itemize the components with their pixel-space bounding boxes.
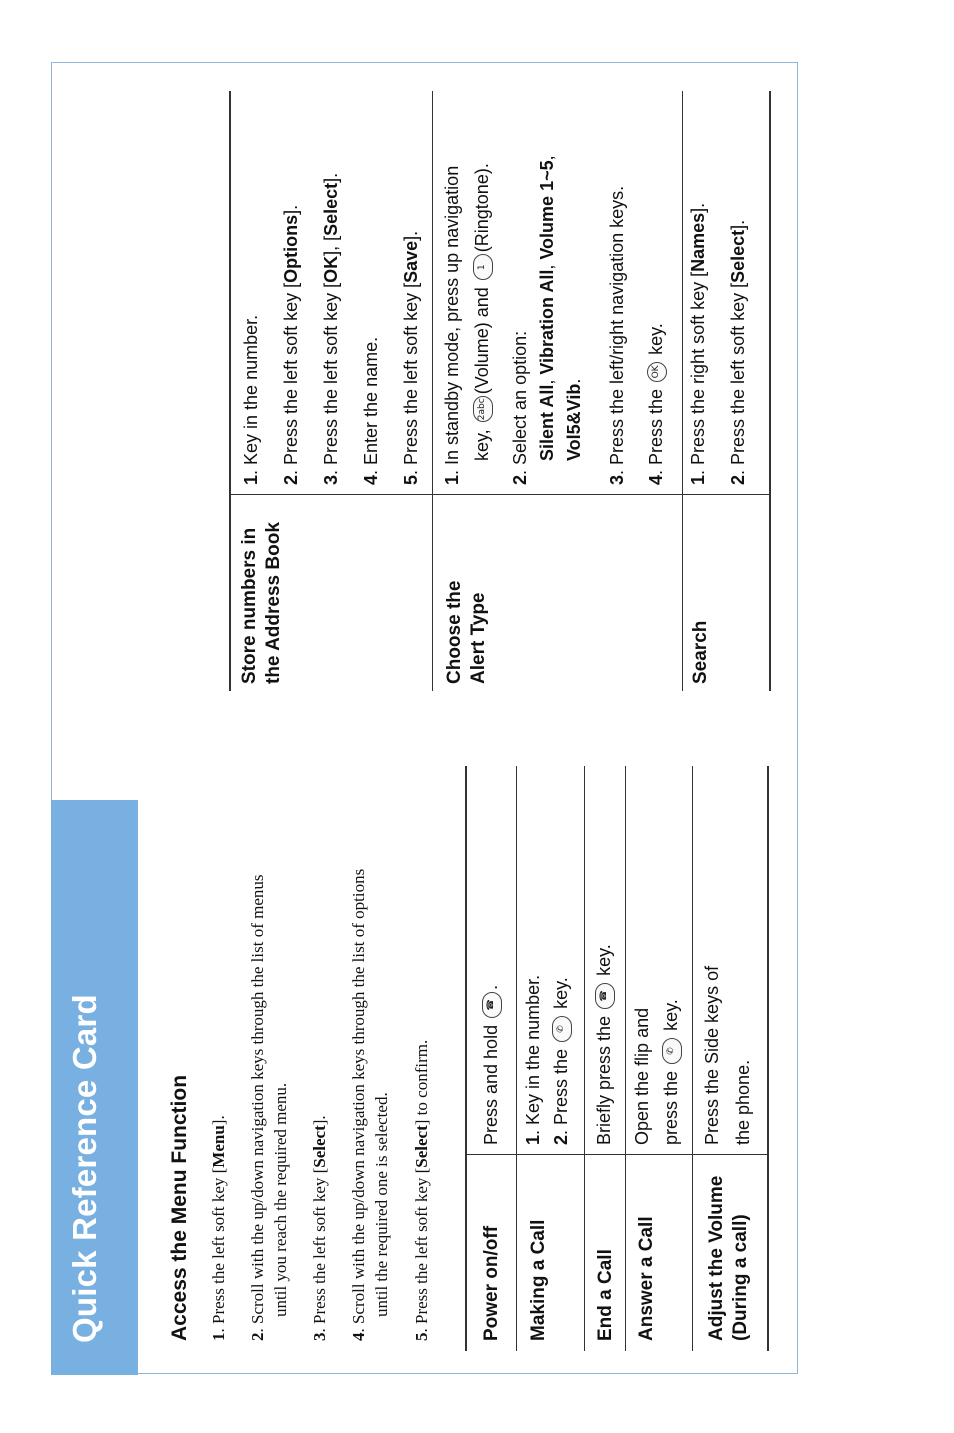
table1-column-rule <box>465 1154 769 1155</box>
alert-step-1-line-1: 1. In standby mode, press up navigation <box>442 165 462 485</box>
alert-step-1-line-2: key, 2abc (Volume) and 1 (Ringtone). <box>472 163 492 461</box>
ringtone-key-icon: 1 <box>473 254 493 280</box>
answer-line-1: Open the flip and <box>632 1007 652 1145</box>
label-answer-call: Answer a Call <box>636 1216 657 1341</box>
end-power-key-icon: ☎ <box>482 992 502 1018</box>
send-key-icon: ✆ <box>662 1038 682 1064</box>
menu-step-2: 2. Scroll with the up/down navigation keys through the list of menus until you reach the required menu. <box>248 874 290 1341</box>
alert-step-2-line-3: Vol5&Vib. <box>564 378 584 461</box>
volume-line-2: the phone. <box>733 1059 753 1145</box>
volume-line-1: Press the Side keys of <box>702 965 722 1145</box>
label-search: Search <box>690 620 711 684</box>
alert-step-3: 3. Press the left/right navigation keys. <box>607 185 627 485</box>
label-alert-type: Choose the Alert Type <box>444 580 489 684</box>
search-step-1: 1. Press the right soft key [Names]. <box>688 202 708 485</box>
label-power: Power on/off <box>481 1225 502 1341</box>
store-step-2: 2. Press the left soft key [Options]. <box>281 204 301 485</box>
send-key-icon: ✆ <box>552 1016 572 1042</box>
table1-bottom-rule <box>767 766 769 1351</box>
table1-row-rule <box>516 766 517 1351</box>
table2-bottom-rule <box>769 91 771 691</box>
table1-row-rule <box>584 766 585 1351</box>
menu-step-1: 1. Press the left soft key [Menu]. <box>209 1115 228 1341</box>
table2-row-rule <box>432 91 433 691</box>
store-step-1: 1. Key in the number. <box>241 314 261 485</box>
making-step-2: 2. Press the ✆ key. <box>551 977 571 1145</box>
label-end-call: End a Call <box>595 1249 616 1341</box>
label-store-numbers: Store numbers in the Address Book <box>239 522 284 684</box>
menu-step-5: 5. Press the left soft key [Select] to confirm. <box>412 1039 431 1341</box>
volume-key-icon: 2abc <box>473 396 493 422</box>
ok-menu-key-icon: OK <box>647 362 667 382</box>
making-step-1: 1. Key in the number. <box>523 974 543 1145</box>
page-title: Quick Reference Card <box>66 994 103 1343</box>
table1-row-rule <box>692 766 693 1351</box>
search-step-2: 2. Press the left soft key [Select]. <box>728 219 748 485</box>
store-step-4: 4. Enter the name. <box>361 336 381 485</box>
alert-step-2-line-1: 2. Select an option: <box>510 330 530 485</box>
power-text: Press and hold ☎ . <box>481 984 501 1145</box>
store-step-3: 3. Press the left soft key [OK], [Select]. <box>321 172 341 485</box>
alert-step-2-line-2: Silent All, Vibration All, Volume 1~5, <box>537 155 557 461</box>
table1-top-rule <box>465 766 467 1351</box>
menu-step-4: 4. Scroll with the up/down navigation keys through the list of options until the required one is selected. <box>349 868 391 1341</box>
answer-line-2: press the ✆ key. <box>661 999 681 1145</box>
end-power-key-icon: ☎ <box>595 983 615 1009</box>
menu-step-3: 3. Press the left soft key [Select]. <box>310 1115 329 1341</box>
label-making-call: Making a Call <box>528 1219 549 1341</box>
alert-step-4: 4. Press the OK key. <box>646 323 666 485</box>
table2-top-rule <box>229 91 231 691</box>
menu-section-heading: Access the Menu Function <box>168 1074 191 1341</box>
table2-column-rule <box>229 494 771 495</box>
label-adjust-volume: Adjust the Volume (During a call) <box>706 1175 751 1341</box>
store-step-5: 5. Press the left soft key [Save]. <box>401 230 421 485</box>
end-call-text: Briefly press the ☎ key. <box>594 944 614 1145</box>
table1-row-rule <box>625 766 626 1351</box>
